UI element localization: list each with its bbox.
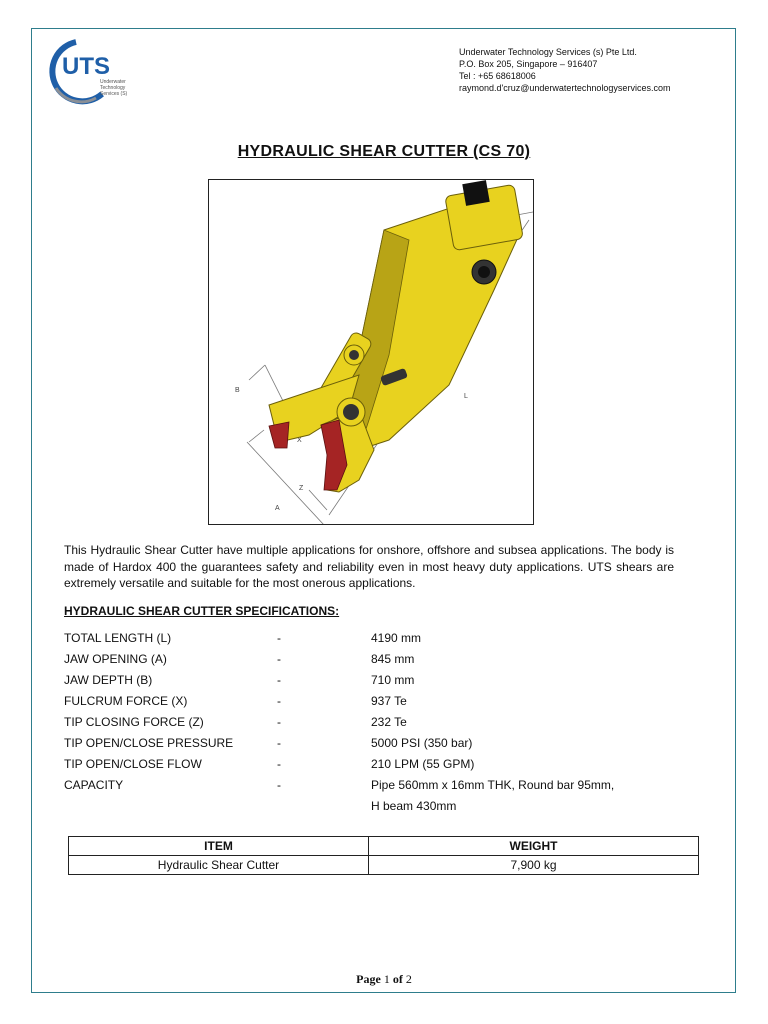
page-word: Page	[356, 972, 381, 986]
product-description: This Hydraulic Shear Cutter have multiple applications for onshore, offshore and subsea applications. The body is made of Hardox 400 the guarantees safety and reliability even in most heavy duty applications. UTS shears are extremely versatile and suitable for the most onerous applications.	[64, 543, 674, 590]
dim-label-l: L	[464, 393, 468, 400]
spec-value: Pipe 560mm x 16mm THK, Round bar 95mm,	[371, 778, 615, 792]
column-header-item: ITEM	[69, 837, 369, 856]
spec-value: 5000 PSI (350 bar)	[371, 736, 473, 750]
logo-sub1: Underwater	[100, 79, 126, 85]
column-header-weight: WEIGHT	[369, 837, 699, 856]
spec-dash: -	[277, 694, 281, 708]
logo-sub3: Services (S)	[100, 91, 128, 97]
page-title: HYDRAULIC SHEAR CUTTER (CS 70)	[237, 143, 531, 160]
spec-label: FULCRUM FORCE (X)	[64, 694, 188, 708]
page-number: 1	[383, 972, 390, 986]
page-footer	[0, 972, 768, 987]
dim-label-x: X	[297, 437, 302, 444]
spec-dash: -	[277, 715, 281, 729]
company-email: raymond.d'cruz@underwatertechnologyservices.com	[459, 83, 671, 93]
weight-table	[68, 836, 699, 875]
company-name: Underwater Technology Services (s) Pte Ltd.	[459, 47, 637, 57]
table-cell-weight: 7,900 kg	[369, 856, 699, 875]
spec-value: 710 mm	[371, 673, 415, 687]
spec-label: JAW OPENING (A)	[64, 652, 167, 666]
spec-value: 232 Te	[371, 715, 407, 729]
spec-dash: -	[277, 631, 281, 645]
spec-value: 210 LPM (55 GPM)	[371, 757, 475, 771]
spec-dash: -	[277, 736, 281, 750]
spec-value: 4190 mm	[371, 631, 422, 645]
spec-dash: -	[277, 652, 281, 666]
table-header-row	[69, 837, 699, 856]
product-figure	[208, 179, 534, 525]
company-info	[459, 46, 670, 94]
table-cell-item: Hydraulic Shear Cutter	[69, 856, 369, 875]
spec-label: TIP CLOSING FORCE (Z)	[64, 715, 204, 729]
spec-value-line2: H beam 430mm	[371, 799, 457, 813]
logo-sub2: Technology	[100, 85, 126, 91]
spec-value: 937 Te	[371, 694, 407, 708]
spec-label: JAW DEPTH (B)	[64, 673, 153, 687]
spec-dash: -	[277, 778, 281, 792]
company-tel: Tel : +65 68618006	[459, 71, 536, 81]
spec-label: TIP OPEN/CLOSE FLOW	[64, 757, 202, 771]
company-address: P.O. Box 205, Singapore – 916407	[459, 59, 598, 69]
spec-dash: -	[277, 673, 281, 687]
uts-logo	[42, 36, 152, 106]
spec-value: 845 mm	[371, 652, 415, 666]
dim-label-b: B	[235, 387, 240, 394]
spec-dash: -	[277, 757, 281, 771]
shear-cutter-illustration	[209, 180, 533, 524]
spec-label: TIP OPEN/CLOSE PRESSURE	[64, 736, 234, 750]
of-word: of	[392, 972, 403, 986]
table-row	[69, 856, 699, 875]
spec-label: CAPACITY	[64, 778, 124, 792]
page-total: 2	[405, 972, 412, 986]
dim-label-z: Z	[299, 485, 304, 492]
specifications-heading: HYDRAULIC SHEAR CUTTER SPECIFICATIONS:	[64, 604, 340, 618]
dim-label-a: A	[275, 505, 280, 512]
logo-text: UTS	[62, 53, 110, 80]
spec-label: TOTAL LENGTH (L)	[64, 631, 172, 645]
